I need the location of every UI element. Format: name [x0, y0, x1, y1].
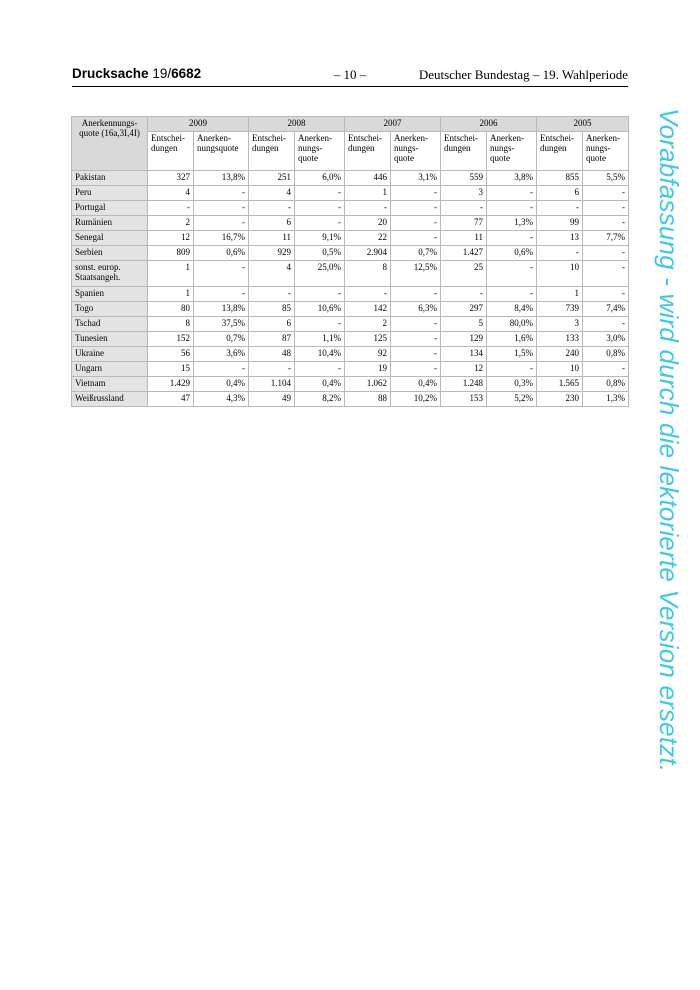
- decisions-cell: 855: [537, 171, 583, 186]
- year-header: 2005: [537, 117, 629, 132]
- quota-cell: -: [391, 231, 441, 246]
- decisions-cell: 11: [441, 231, 487, 246]
- decisions-cell: 230: [537, 392, 583, 407]
- quota-cell: 1,1%: [295, 332, 345, 347]
- decisions-cell: 1: [345, 186, 391, 201]
- quota-cell: -: [487, 362, 537, 377]
- decisions-cell: -: [441, 287, 487, 302]
- quota-cell: -: [295, 317, 345, 332]
- decisions-cell: 20: [345, 216, 391, 231]
- table-row: [72, 317, 629, 332]
- table-row: [72, 261, 629, 287]
- quota-cell: -: [487, 186, 537, 201]
- year-header: 2008: [249, 117, 345, 132]
- country-cell: Pakistan: [72, 171, 148, 186]
- quota-cell: 10,4%: [295, 347, 345, 362]
- decisions-cell: 25: [441, 261, 487, 287]
- decisions-cell: 929: [249, 246, 295, 261]
- quota-cell: 9,1%: [295, 231, 345, 246]
- quota-cell: -: [194, 261, 249, 287]
- decisions-cell: 2.904: [345, 246, 391, 261]
- decisions-cell: -: [441, 201, 487, 216]
- decisions-cell: 1: [148, 287, 194, 302]
- quota-cell: -: [583, 201, 629, 216]
- country-cell: Rumänien: [72, 216, 148, 231]
- decisions-cell: -: [345, 287, 391, 302]
- decisions-cell: 2: [345, 317, 391, 332]
- decisions-header: Entschei-dungen: [249, 132, 295, 171]
- decisions-cell: 12: [441, 362, 487, 377]
- decisions-cell: 6: [249, 216, 295, 231]
- table-row: [72, 392, 629, 407]
- quota-cell: -: [295, 216, 345, 231]
- country-cell: Portugal: [72, 201, 148, 216]
- quota-cell: 1,5%: [487, 347, 537, 362]
- decisions-cell: 49: [249, 392, 295, 407]
- quota-cell: -: [295, 186, 345, 201]
- decisions-cell: 13: [537, 231, 583, 246]
- quota-cell: -: [391, 347, 441, 362]
- decisions-cell: 8: [345, 261, 391, 287]
- decisions-cell: 56: [148, 347, 194, 362]
- decisions-cell: 152: [148, 332, 194, 347]
- decisions-cell: 327: [148, 171, 194, 186]
- quota-cell: 16,7%: [194, 231, 249, 246]
- page-number: – 10 –: [333, 67, 367, 82]
- table-row: [72, 302, 629, 317]
- quota-cell: -: [194, 186, 249, 201]
- country-cell: Senegal: [72, 231, 148, 246]
- quota-header: Anerken-nungsquote: [194, 132, 249, 171]
- quota-cell: -: [391, 201, 441, 216]
- quota-cell: -: [391, 287, 441, 302]
- quota-cell: 8,2%: [295, 392, 345, 407]
- quota-cell: 3,6%: [194, 347, 249, 362]
- decisions-cell: 99: [537, 216, 583, 231]
- quota-cell: 3,8%: [487, 171, 537, 186]
- quota-cell: -: [194, 201, 249, 216]
- doc-number: 6682: [171, 66, 202, 81]
- quota-cell: 0,4%: [194, 377, 249, 392]
- quota-cell: 0,4%: [295, 377, 345, 392]
- draft-watermark: Vorabfassung - wird durch die lektorierte Version ersetzt.: [654, 108, 684, 773]
- quota-cell: 0,5%: [295, 246, 345, 261]
- decisions-cell: 80: [148, 302, 194, 317]
- year-header: 2006: [441, 117, 537, 132]
- decisions-cell: 77: [441, 216, 487, 231]
- decisions-cell: 2: [148, 216, 194, 231]
- statistics-table: [71, 116, 629, 407]
- quota-cell: -: [295, 362, 345, 377]
- quota-cell: 4,3%: [194, 392, 249, 407]
- table-row: [72, 186, 629, 201]
- quota-cell: -: [391, 186, 441, 201]
- table-row: [72, 347, 629, 362]
- decisions-cell: -: [537, 201, 583, 216]
- decisions-cell: 22: [345, 231, 391, 246]
- table-row: [72, 231, 629, 246]
- quota-cell: -: [391, 362, 441, 377]
- quota-cell: 6,0%: [295, 171, 345, 186]
- quota-cell: -: [583, 246, 629, 261]
- quota-cell: 0,3%: [487, 377, 537, 392]
- quota-cell: 0,8%: [583, 377, 629, 392]
- quota-cell: -: [583, 261, 629, 287]
- decisions-cell: 1.427: [441, 246, 487, 261]
- quota-cell: 80,0%: [487, 317, 537, 332]
- decisions-cell: 3: [537, 317, 583, 332]
- decisions-cell: 4: [148, 186, 194, 201]
- decisions-cell: 10: [537, 362, 583, 377]
- decisions-cell: 47: [148, 392, 194, 407]
- decisions-cell: 6: [537, 186, 583, 201]
- decisions-cell: 88: [345, 392, 391, 407]
- quota-cell: 5,5%: [583, 171, 629, 186]
- decisions-cell: 8: [148, 317, 194, 332]
- decisions-cell: 297: [441, 302, 487, 317]
- country-cell: Ungarn: [72, 362, 148, 377]
- table-row: [72, 216, 629, 231]
- quota-cell: 1,6%: [487, 332, 537, 347]
- quota-cell: -: [487, 201, 537, 216]
- decisions-cell: 809: [148, 246, 194, 261]
- decisions-cell: 129: [441, 332, 487, 347]
- decisions-cell: 10: [537, 261, 583, 287]
- decisions-cell: 92: [345, 347, 391, 362]
- decisions-cell: -: [249, 287, 295, 302]
- quota-cell: -: [583, 287, 629, 302]
- quota-cell: 25,0%: [295, 261, 345, 287]
- table-corner-label: Anerkennungs-quote (16a,3I,4I): [72, 117, 148, 171]
- quota-cell: 13,8%: [194, 171, 249, 186]
- year-header: 2007: [345, 117, 441, 132]
- table-row: [72, 287, 629, 302]
- decisions-cell: 3: [441, 186, 487, 201]
- quota-header: Anerken-nungs-quote: [295, 132, 345, 171]
- quota-cell: 7,4%: [583, 302, 629, 317]
- quota-cell: 0,7%: [391, 246, 441, 261]
- quota-cell: 1,3%: [583, 392, 629, 407]
- quota-cell: 13,8%: [194, 302, 249, 317]
- quota-cell: -: [194, 287, 249, 302]
- quota-cell: -: [295, 201, 345, 216]
- decisions-cell: 4: [249, 261, 295, 287]
- decisions-cell: 142: [345, 302, 391, 317]
- quota-cell: -: [487, 231, 537, 246]
- decisions-cell: -: [537, 246, 583, 261]
- parliament-label: Deutscher Bundestag – 19. Wahlperiode: [418, 67, 628, 82]
- decisions-cell: -: [345, 201, 391, 216]
- decisions-cell: 133: [537, 332, 583, 347]
- table-row: [72, 362, 629, 377]
- quota-cell: -: [391, 332, 441, 347]
- decisions-cell: 1.565: [537, 377, 583, 392]
- decisions-cell: 19: [345, 362, 391, 377]
- country-cell: Vietnam: [72, 377, 148, 392]
- decisions-cell: 1.062: [345, 377, 391, 392]
- doc-number-prefix: 19/: [152, 66, 172, 81]
- table-body: [72, 171, 629, 407]
- quota-cell: -: [583, 362, 629, 377]
- table-row: [72, 201, 629, 216]
- decisions-cell: 739: [537, 302, 583, 317]
- decisions-cell: 1.429: [148, 377, 194, 392]
- decisions-cell: 15: [148, 362, 194, 377]
- quota-cell: -: [583, 216, 629, 231]
- quota-cell: 7,7%: [583, 231, 629, 246]
- decisions-cell: 446: [345, 171, 391, 186]
- quota-cell: 0,6%: [487, 246, 537, 261]
- table-row: [72, 377, 629, 392]
- country-cell: Spanien: [72, 287, 148, 302]
- quota-cell: 3,1%: [391, 171, 441, 186]
- quota-cell: -: [194, 362, 249, 377]
- page-header: [72, 66, 628, 87]
- quota-cell: 0,7%: [194, 332, 249, 347]
- quota-cell: -: [391, 216, 441, 231]
- quota-cell: 0,6%: [194, 246, 249, 261]
- quota-cell: -: [583, 186, 629, 201]
- country-cell: Ukraine: [72, 347, 148, 362]
- decisions-cell: 559: [441, 171, 487, 186]
- decisions-header: Entschei-dungen: [345, 132, 391, 171]
- quota-cell: 12,5%: [391, 261, 441, 287]
- country-cell: Tschad: [72, 317, 148, 332]
- quota-cell: 10,2%: [391, 392, 441, 407]
- quota-header: Anerken-nungs-quote: [487, 132, 537, 171]
- decisions-cell: 4: [249, 186, 295, 201]
- country-cell: Peru: [72, 186, 148, 201]
- quota-cell: 0,4%: [391, 377, 441, 392]
- quota-cell: -: [194, 216, 249, 231]
- quota-cell: 6,3%: [391, 302, 441, 317]
- decisions-header: Entschei-dungen: [148, 132, 194, 171]
- country-cell: Tunesien: [72, 332, 148, 347]
- table-row: [72, 246, 629, 261]
- decisions-cell: 240: [537, 347, 583, 362]
- country-cell: sonst. europ. Staatsangeh.: [72, 261, 148, 287]
- country-cell: Weißrussland: [72, 392, 148, 407]
- decisions-cell: 85: [249, 302, 295, 317]
- quota-cell: 10,6%: [295, 302, 345, 317]
- quota-cell: -: [295, 287, 345, 302]
- decisions-cell: 5: [441, 317, 487, 332]
- decisions-cell: -: [148, 201, 194, 216]
- country-cell: Togo: [72, 302, 148, 317]
- decisions-cell: 125: [345, 332, 391, 347]
- decisions-cell: 11: [249, 231, 295, 246]
- quota-cell: -: [391, 317, 441, 332]
- decisions-cell: -: [249, 201, 295, 216]
- table-row: [72, 171, 629, 186]
- decisions-cell: 1: [148, 261, 194, 287]
- quota-cell: 3,0%: [583, 332, 629, 347]
- decisions-header: Entschei-dungen: [441, 132, 487, 171]
- quota-cell: -: [583, 317, 629, 332]
- year-header: 2009: [148, 117, 249, 132]
- quota-cell: -: [487, 287, 537, 302]
- quota-cell: 8,4%: [487, 302, 537, 317]
- decisions-cell: 12: [148, 231, 194, 246]
- decisions-cell: 1.104: [249, 377, 295, 392]
- decisions-cell: 1.248: [441, 377, 487, 392]
- table-row: [72, 332, 629, 347]
- decisions-header: Entschei-dungen: [537, 132, 583, 171]
- decisions-cell: 1: [537, 287, 583, 302]
- decisions-cell: 153: [441, 392, 487, 407]
- decisions-cell: -: [249, 362, 295, 377]
- decisions-cell: 251: [249, 171, 295, 186]
- decisions-cell: 48: [249, 347, 295, 362]
- quota-cell: 5,2%: [487, 392, 537, 407]
- quota-header: Anerken-nungs-quote: [391, 132, 441, 171]
- doc-label: Drucksache: [72, 66, 149, 81]
- quota-cell: -: [487, 261, 537, 287]
- decisions-cell: 87: [249, 332, 295, 347]
- decisions-cell: 6: [249, 317, 295, 332]
- quota-cell: 37,5%: [194, 317, 249, 332]
- country-cell: Serbien: [72, 246, 148, 261]
- decisions-cell: 134: [441, 347, 487, 362]
- quota-cell: 0,8%: [583, 347, 629, 362]
- quota-cell: 1,3%: [487, 216, 537, 231]
- quota-header: Anerken-nungs-quote: [583, 132, 629, 171]
